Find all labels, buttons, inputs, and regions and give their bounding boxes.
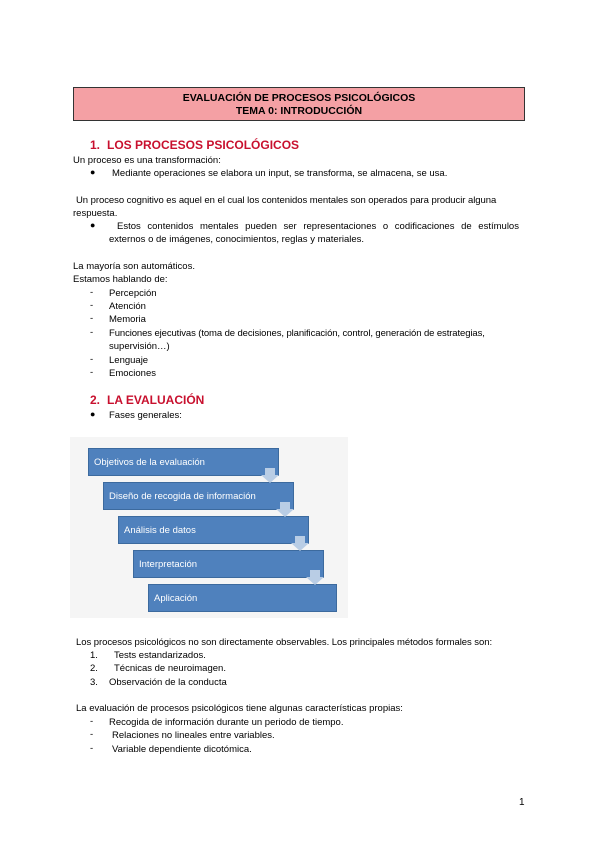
- down-arrow-icon: [295, 536, 305, 543]
- bullet-text-1: Mediante operaciones se elabora un input, se transforma, se almacena, se usa.: [112, 168, 448, 179]
- document-subtitle: TEMA 0: INTRODUCCIÓN: [235, 105, 363, 117]
- list-item-continuation: supervisión…): [109, 341, 170, 352]
- phase-step-5: Aplicación: [148, 584, 337, 612]
- down-arrow-icon: [310, 570, 320, 577]
- list-item: Percepción: [109, 288, 157, 299]
- phases-label: Fases generales:: [109, 410, 182, 421]
- section-1-number: 1.: [90, 138, 101, 152]
- page-number: 1: [519, 797, 525, 808]
- cognitive-process-line-1: Un proceso cognitivo es aquel en el cual los contenidos mentales son operados para producir alguna: [76, 195, 497, 206]
- down-arrow-icon: [261, 475, 279, 483]
- bullet-icon: ●: [90, 220, 96, 230]
- list-item: Atención: [109, 301, 146, 312]
- section-2-number: 2.: [90, 393, 101, 407]
- section-2-title: LA EVALUACIÓN: [107, 393, 205, 407]
- dash-marker: -: [90, 367, 94, 378]
- bullet-icon: ●: [90, 167, 96, 177]
- dash-marker: -: [90, 313, 94, 324]
- down-arrow-icon: [306, 577, 324, 585]
- dash-marker: -: [90, 743, 94, 754]
- list-item: Memoria: [109, 314, 146, 325]
- feature-item: Relaciones no lineales entre variables.: [112, 730, 275, 741]
- bullet-text-2-line-2: externos o de imágenes, conocimientos, reglas y materiales.: [109, 234, 365, 245]
- cognitive-process-line-2: respuesta.: [73, 208, 118, 219]
- phase-step-2: Diseño de recogida de información: [103, 482, 294, 510]
- bullet-icon: ●: [90, 409, 96, 419]
- down-arrow-icon: [291, 543, 309, 551]
- feature-item: Recogida de información durante un periodo de tiempo.: [109, 717, 344, 728]
- method-number: 1.: [90, 650, 98, 661]
- dash-marker: -: [90, 729, 94, 740]
- dash-marker: -: [90, 287, 94, 298]
- talking-line: Estamos hablando de:: [73, 274, 168, 285]
- dash-marker: -: [90, 354, 94, 365]
- method-number: 3.: [90, 677, 98, 688]
- feature-item: Variable dependiente dicotómica.: [112, 744, 252, 755]
- dash-marker: -: [90, 327, 94, 338]
- phase-step-3: Análisis de datos: [118, 516, 309, 544]
- method-number: 2.: [90, 663, 98, 674]
- method-item: Tests estandarizados.: [114, 650, 206, 661]
- list-item: Lenguaje: [109, 355, 149, 366]
- method-item: Observación de la conducta: [109, 677, 227, 688]
- document-title: EVALUACIÓN DE PROCESOS PSICOLÓGICOS: [182, 92, 416, 104]
- dash-marker: -: [90, 300, 94, 311]
- down-arrow-icon: [276, 509, 294, 517]
- features-intro: La evaluación de procesos psicológicos tiene algunas características propias:: [76, 703, 403, 714]
- automatic-line: La mayoría son automáticos.: [73, 261, 195, 272]
- section-1-title: LOS PROCESOS PSICOLÓGICOS: [107, 138, 300, 152]
- phases-diagram: [70, 437, 348, 618]
- phase-step-1: Objetivos de la evaluación: [88, 448, 279, 476]
- process-definition: Un proceso es una transformación:: [73, 155, 221, 166]
- bullet-text-2-line-1: Estos contenidos mentales pueden ser representaciones o codificaciones de estímulos: [117, 221, 519, 232]
- dash-marker: -: [90, 716, 94, 727]
- method-item: Técnicas de neuroimagen.: [114, 663, 226, 674]
- down-arrow-icon: [280, 502, 290, 509]
- document-header: [73, 87, 525, 121]
- phase-step-4: Interpretación: [133, 550, 324, 578]
- methods-intro: Los procesos psicológicos no son directamente observables. Los principales métodos formales son:: [76, 637, 493, 648]
- down-arrow-icon: [265, 468, 275, 475]
- list-item: Funciones ejecutivas (toma de decisiones, planificación, control, generación de estrategias,: [109, 328, 485, 339]
- list-item: Emociones: [109, 368, 156, 379]
